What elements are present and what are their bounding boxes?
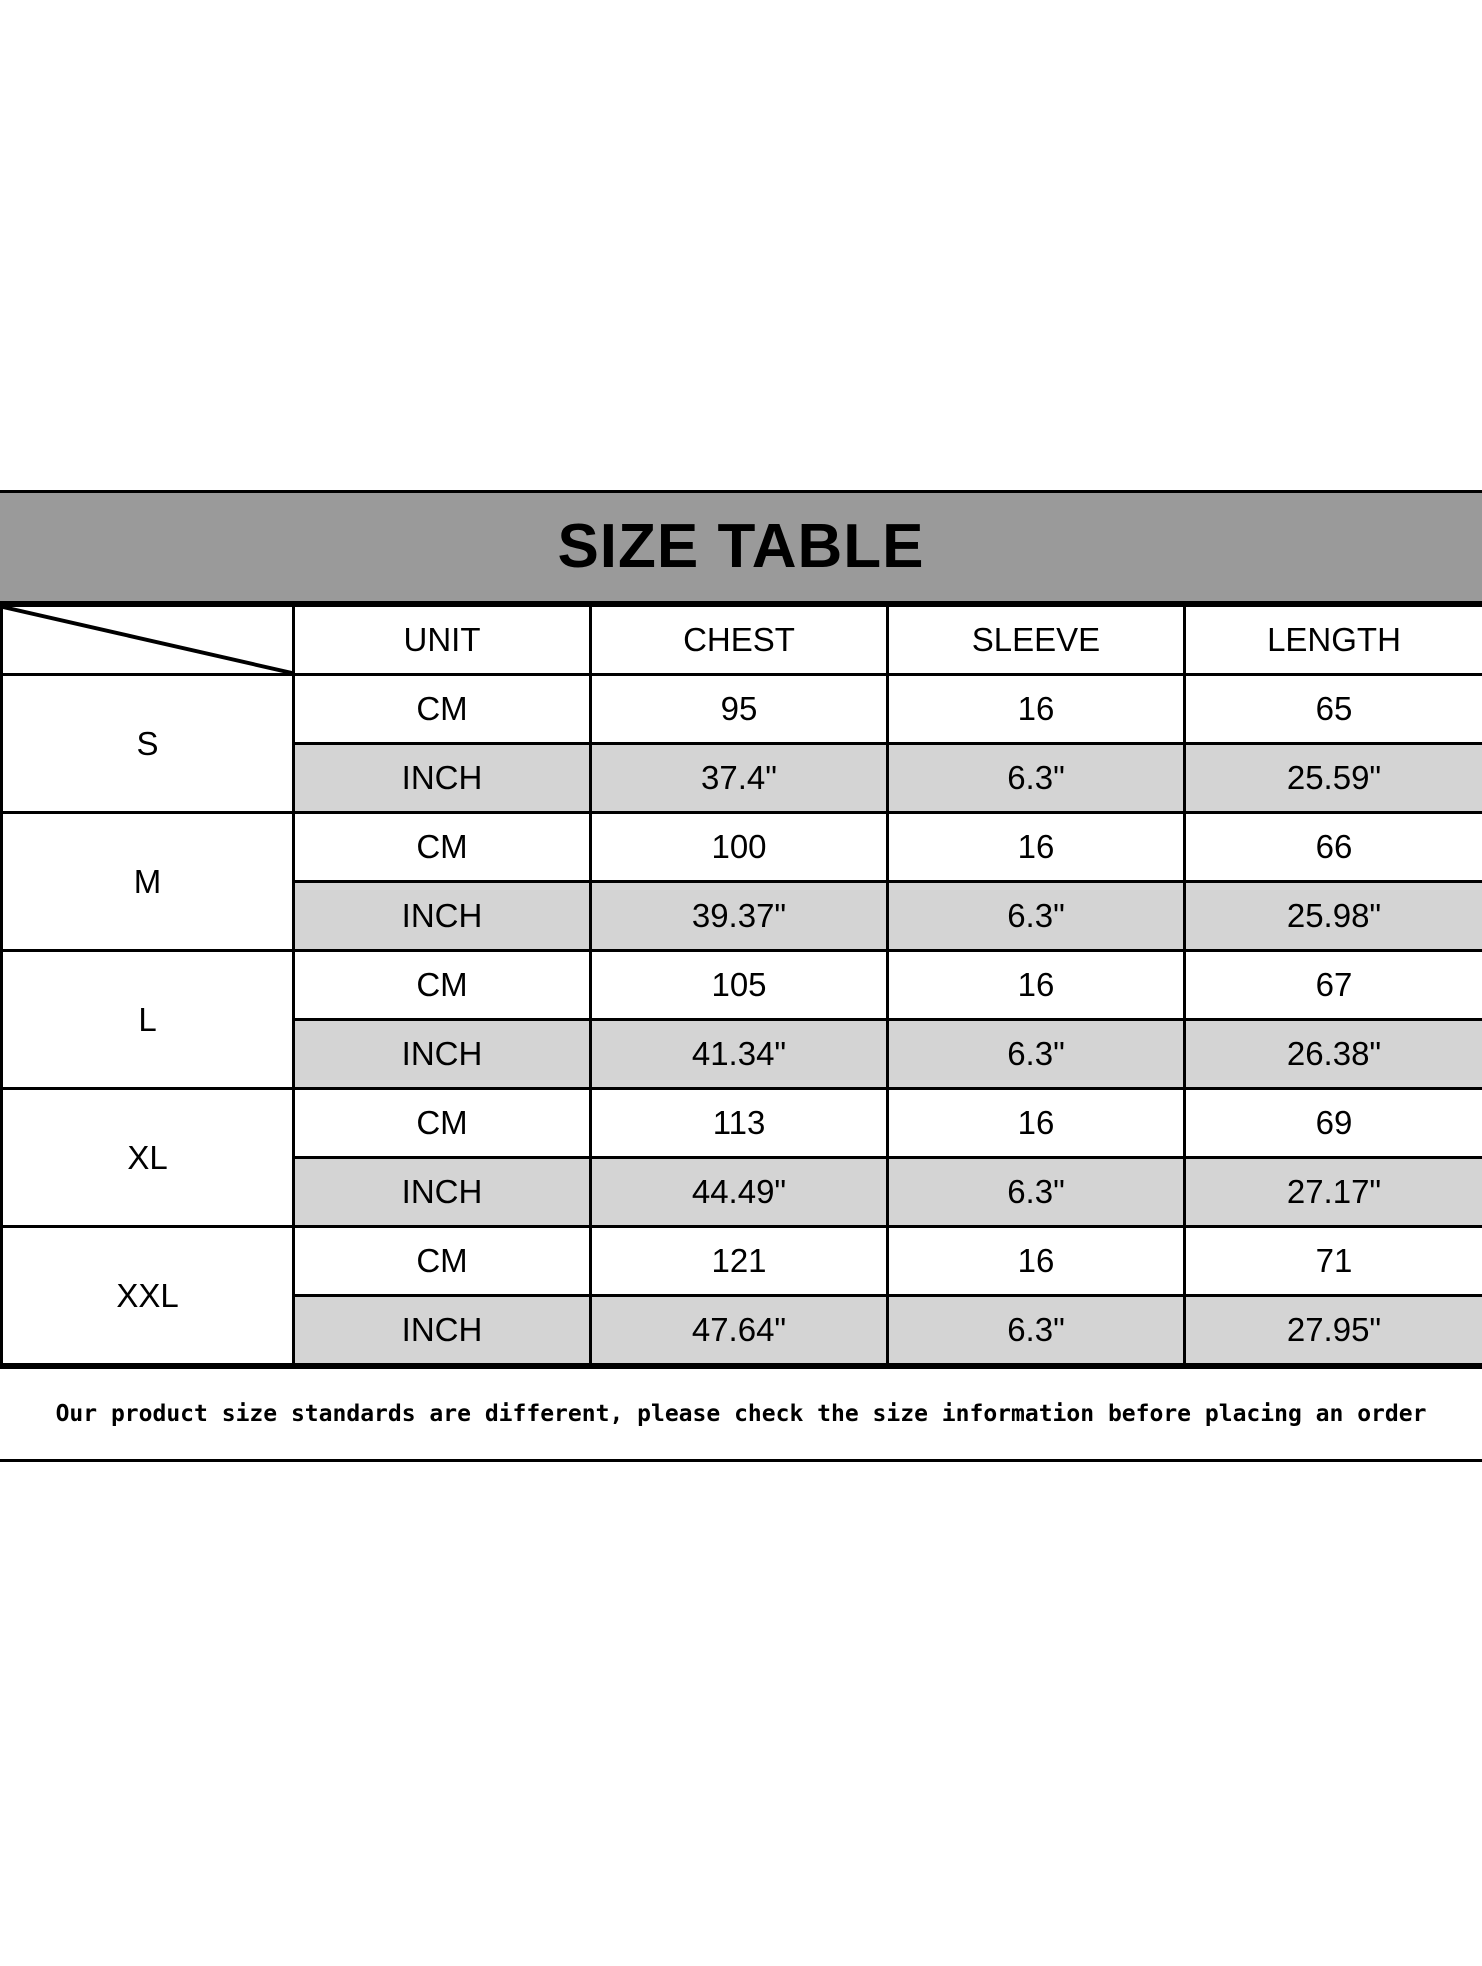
cell-unit: CM [294, 1227, 591, 1296]
cell-chest: 105 [591, 951, 888, 1020]
table-row [2, 1089, 1482, 1158]
column-header-sleeve: SLEEVE [888, 606, 1185, 675]
cell-sleeve: 16 [888, 813, 1185, 882]
cell-length: 65 [1185, 675, 1482, 744]
diagonal-line-icon [3, 607, 292, 673]
cell-chest: 44.49" [591, 1158, 888, 1227]
cell-sleeve: 16 [888, 951, 1185, 1020]
cell-sleeve: 6.3" [888, 1020, 1185, 1089]
cell-length: 27.95" [1185, 1296, 1482, 1365]
cell-chest: 47.64" [591, 1296, 888, 1365]
size-label-l: L [2, 951, 294, 1089]
cell-length: 66 [1185, 813, 1482, 882]
size-table-block [0, 490, 1482, 1462]
cell-sleeve: 16 [888, 675, 1185, 744]
cell-unit: CM [294, 813, 591, 882]
cell-unit: CM [294, 1089, 591, 1158]
cell-sleeve: 6.3" [888, 1158, 1185, 1227]
size-label-m: M [2, 813, 294, 951]
cell-unit: CM [294, 951, 591, 1020]
page-title: SIZE TABLE [557, 512, 925, 581]
table-row [2, 1227, 1482, 1296]
cell-length: 25.59" [1185, 744, 1482, 813]
cell-unit: INCH [294, 744, 591, 813]
cell-unit: INCH [294, 1296, 591, 1365]
cell-length: 69 [1185, 1089, 1482, 1158]
table-row [2, 675, 1482, 744]
cell-chest: 95 [591, 675, 888, 744]
size-label-xxl: XXL [2, 1227, 294, 1365]
cell-length: 26.38" [1185, 1020, 1482, 1089]
cell-sleeve: 16 [888, 1089, 1185, 1158]
cell-sleeve: 6.3" [888, 1296, 1185, 1365]
table-row [2, 951, 1482, 1020]
cell-unit: INCH [294, 1158, 591, 1227]
column-header-length: LENGTH [1185, 606, 1482, 675]
corner-diagonal-cell [2, 606, 294, 675]
cell-unit: INCH [294, 882, 591, 951]
size-label-s: S [2, 675, 294, 813]
cell-length: 71 [1185, 1227, 1482, 1296]
cell-length: 25.98" [1185, 882, 1482, 951]
size-note [0, 1366, 1482, 1459]
size-note-text: Our product size standards are different, please check the size information before placing an order [55, 1401, 1427, 1427]
column-header-chest: CHEST [591, 606, 888, 675]
cell-length: 67 [1185, 951, 1482, 1020]
cell-length: 27.17" [1185, 1158, 1482, 1227]
cell-unit: CM [294, 675, 591, 744]
cell-chest: 41.34" [591, 1020, 888, 1089]
table-row [2, 813, 1482, 882]
cell-chest: 100 [591, 813, 888, 882]
cell-sleeve: 6.3" [888, 744, 1185, 813]
cell-chest: 121 [591, 1227, 888, 1296]
table-header-row [2, 606, 1482, 675]
cell-chest: 39.37" [591, 882, 888, 951]
cell-sleeve: 6.3" [888, 882, 1185, 951]
cell-chest: 113 [591, 1089, 888, 1158]
size-table [0, 604, 1482, 1366]
size-table-title-bar [0, 493, 1482, 604]
cell-unit: INCH [294, 1020, 591, 1089]
cell-sleeve: 16 [888, 1227, 1185, 1296]
size-label-xl: XL [2, 1089, 294, 1227]
cell-chest: 37.4" [591, 744, 888, 813]
column-header-unit: UNIT [294, 606, 591, 675]
